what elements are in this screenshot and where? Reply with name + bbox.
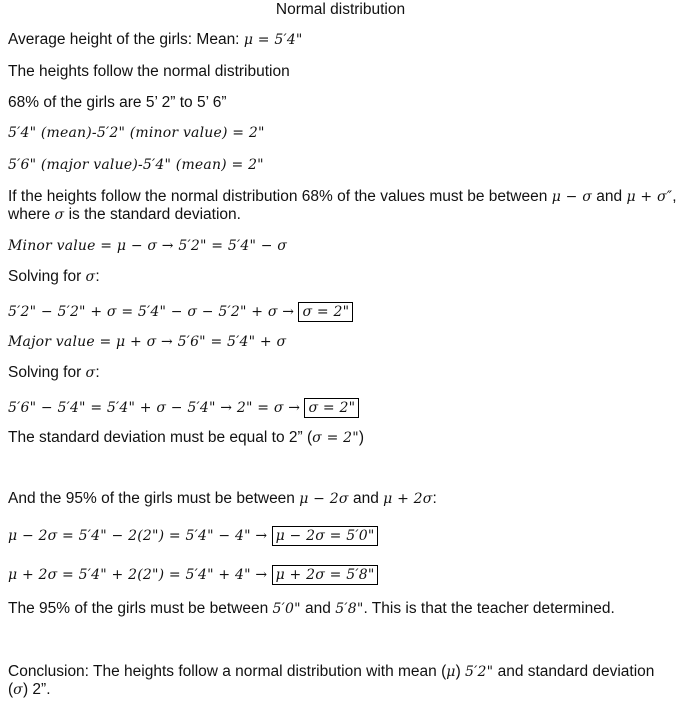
mean-label: Average height of the girls: Mean: — [8, 31, 244, 48]
minor-difference-formula: 5′4" (mean)-5′2" (minor value) = 2" — [8, 125, 265, 141]
solving-line-2 — [8, 364, 100, 382]
lower-bound-result-box: μ − 2σ = 5′0" — [272, 526, 379, 546]
solving-text-1b: : — [95, 268, 100, 285]
percent-68-statement: 68% of the girls are 5’ 2” to 5’ 6” — [8, 94, 227, 111]
major-difference-formula: 5′6" (major value)-5′4" (mean) = 2" — [8, 157, 264, 173]
std-dev-statement — [8, 429, 364, 447]
range-text-b: and — [300, 600, 336, 617]
p95-text-b: and — [348, 490, 384, 507]
conclusion-mean-value: 5′2" — [465, 664, 494, 680]
mean-line — [8, 31, 303, 49]
conclusion-line-2 — [8, 681, 51, 699]
p95-text-a: And the 95% of the girls must be between — [8, 490, 300, 507]
sigma-result-box-1: σ = 2" — [298, 302, 353, 322]
conclusion-text-a: Conclusion: The heights follow a normal distribution with mean ( — [8, 663, 447, 680]
upper-bound-derivation: μ + 2σ = 5′4" + 2(2") = 5′4" + 4" → — [8, 567, 268, 583]
range-math-2: 5′8" — [335, 601, 364, 617]
condition-text-c: , — [672, 188, 677, 205]
sigma-definition-line — [8, 206, 241, 224]
range-95-statement — [8, 600, 615, 618]
conclusion-text-c: and standard deviation — [493, 663, 655, 680]
range-math-1: 5′0" — [272, 601, 301, 617]
condition-text-a: If the heights follow the normal distribution 68% of the values must be between — [8, 188, 552, 205]
condition-text-b: and — [591, 188, 627, 205]
percent-95-statement — [8, 490, 437, 508]
std-dev-text-b: ) — [358, 429, 365, 446]
page-title: Normal distribution — [275, 1, 406, 18]
conclusion-text-b: ) — [455, 663, 466, 680]
normal-statement: The heights follow the normal distribution — [8, 63, 290, 80]
p95-math-1: μ − 2σ — [299, 491, 349, 507]
condition-math-2: μ + σ″ — [626, 189, 673, 205]
std-dev-text-a: The standard deviation must be equal to 2” ( — [8, 429, 313, 446]
sigma-solution-line-1 — [8, 302, 353, 322]
lower-bound-derivation: μ − 2σ = 5′4" − 2(2") = 5′4" − 4" → — [8, 528, 268, 544]
solving-line-1 — [8, 268, 100, 286]
range-text-a: The 95% of the girls must be between — [8, 600, 273, 617]
major-value-formula: Major value = μ + σ → 5′6" = 5′4" + σ — [8, 334, 287, 350]
std-dev-math: σ = 2" — [312, 430, 359, 446]
solving-text-2b: : — [95, 364, 100, 381]
range-text-c: . This is that the teacher determined. — [363, 600, 615, 617]
sigma-definition-b: is the standard deviation. — [64, 206, 241, 223]
p95-math-2: μ + 2σ — [383, 491, 433, 507]
conclusion-line-1 — [8, 663, 654, 681]
conclusion-sigma: σ — [13, 682, 23, 698]
sigma-definition-a: where — [8, 206, 55, 223]
conclusion-text-e: ) 2”. — [22, 681, 51, 698]
conclusion-mu: μ — [446, 664, 456, 680]
condition-line — [8, 188, 677, 206]
sigma-derivation-1: 5′2" − 5′2" + σ = 5′4" − σ − 5′2" + σ → — [8, 304, 295, 320]
sigma-result-box-2: σ = 2" — [304, 398, 359, 418]
mean-formula: μ = 5′4" — [243, 32, 303, 48]
lower-bound-line — [8, 526, 378, 546]
solving-text-1a: Solving for — [8, 268, 86, 285]
condition-math-1: μ − σ — [551, 189, 592, 205]
solving-sigma-1: σ — [85, 269, 96, 285]
sigma-derivation-2: 5′6" − 5′4" = 5′4" + σ − 5′4" → 2" = σ → — [8, 400, 301, 416]
solving-text-2a: Solving for — [8, 364, 86, 381]
upper-bound-result-box: μ + 2σ = 5′8" — [272, 565, 379, 585]
minor-value-formula: Minor value = μ − σ → 5′2" = 5′4" − σ — [8, 238, 288, 254]
upper-bound-line — [8, 565, 378, 585]
conclusion-text-d: ( — [8, 681, 14, 698]
p95-text-c: : — [432, 490, 437, 507]
solving-sigma-2: σ — [85, 365, 96, 381]
sigma-symbol: σ — [54, 207, 65, 223]
sigma-solution-line-2 — [8, 398, 359, 418]
